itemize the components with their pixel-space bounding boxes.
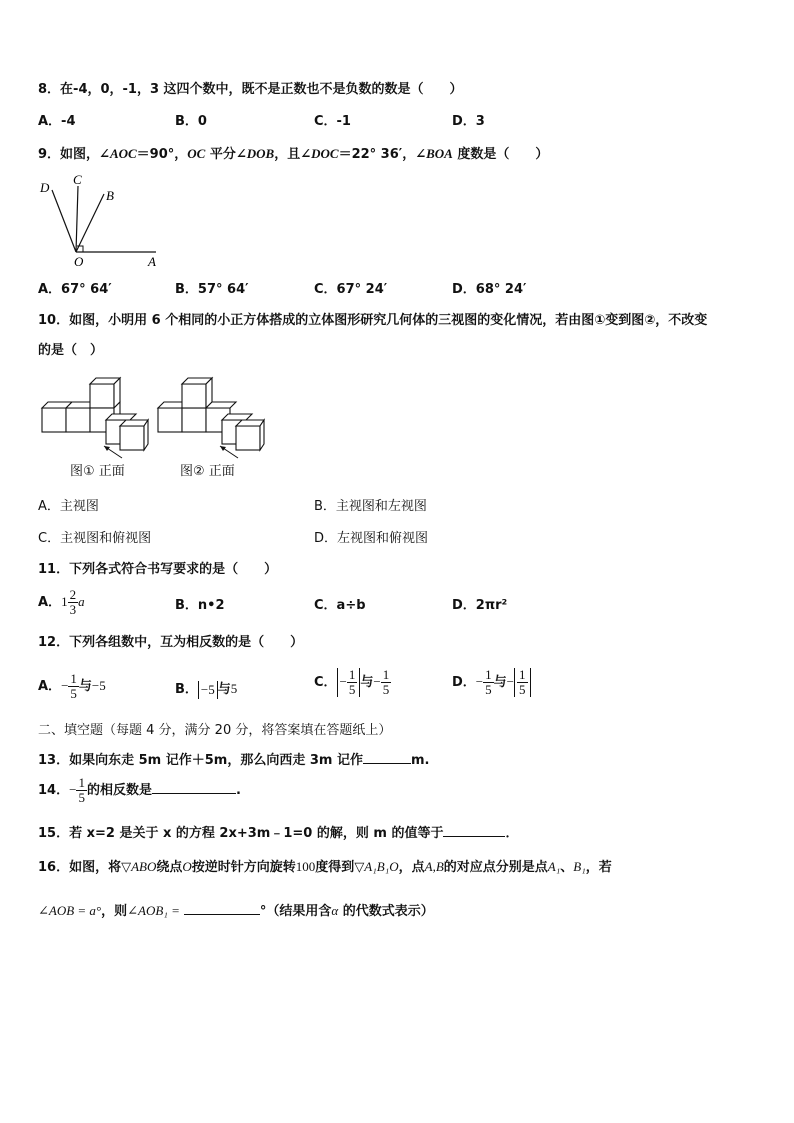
q11-option-c: C．a÷b: [314, 598, 366, 613]
q9-stem: 9．如图，∠AOC＝90°，OC 平分∠DOB，且∠DOC＝22° 36′，∠BOA 度数是（ ）: [38, 146, 549, 162]
q10-option-a: A．主视图: [38, 499, 99, 514]
q9-label-c: C: [73, 172, 82, 187]
q12-option-a: A．− $\frac{1}{5}$ 与−5: [38, 671, 106, 701]
q9-option-a: A．67° 64′: [38, 282, 112, 297]
q14-answer-blank: [152, 779, 236, 794]
q8-stem: 8．在-4，0，-1，3 这四个数中，既不是正数也不是负数的数是（ ）: [38, 82, 463, 97]
q9-label-a: A: [148, 254, 156, 268]
q14-stem: 14．− $\frac{1}{5}$ 的相反数是 .: [38, 775, 241, 805]
q8-option-a: A．-4: [38, 114, 76, 129]
q9-option-d: D．68° 24′: [452, 282, 527, 297]
q10-figure-1: [40, 376, 150, 460]
q9-label-b: B: [106, 188, 114, 203]
q10-option-b: B．主视图和左视图: [314, 499, 427, 514]
q16-line-1: 16．如图，将▽ABO绕点O按逆时针方向旋转100度得到▽A₁B₁O，点A,B的对应点分别是点A₁、B₁，若: [38, 859, 612, 875]
q12-option-d: D．− $\frac{1}{5}$ 与− $\frac{1}{5}$: [452, 668, 531, 697]
q12-stem: 12．下列各组数中，互为相反数的是（ ）: [38, 635, 304, 650]
q16-answer-blank: [184, 900, 260, 915]
q13-stem: 13．如果向东走 5m 记作＋5m，那么向西走 3m 记作 m.: [38, 749, 429, 770]
q11-stem: 11．下列各式符合书写要求的是（ ）: [38, 562, 278, 577]
q8-option-b: B．0: [175, 114, 207, 129]
q10-caption-1: 图① 正面: [70, 464, 125, 479]
q10-stem-line1: 10．如图，小明用 6 个相同的小正方体搭成的立体图形研究几何体的三视图的变化情况，若由图①变到图②，不改变: [38, 313, 708, 328]
q10-caption-2: 图② 正面: [180, 464, 235, 479]
q10-stem-line2: 的是（ ）: [38, 343, 104, 358]
q9-label-d: D: [40, 180, 50, 195]
q9-label-o: O: [74, 254, 84, 268]
q11-option-a: A．1 $\frac{2}{3}$ a: [38, 587, 85, 617]
q16-line-2: ∠AOB = a°，则∠AOB₁ = °（结果用含α 的代数式表示）: [38, 900, 434, 921]
q15-stem: 15．若 x=2 是关于 x 的方程 2x+3m﹣1=0 的解，则 m 的值等于 ．: [38, 822, 518, 843]
q10-option-d: D．左视图和俯视图: [314, 531, 429, 546]
q11-option-b: B．n•2: [175, 598, 225, 613]
q9-option-b: B．57° 64′: [175, 282, 249, 297]
q8-option-d: D．3: [452, 114, 485, 129]
q9-angle-figure: [36, 172, 166, 268]
q15-answer-blank: [443, 822, 505, 837]
section-2-heading: 二、填空题（每题 4 分，满分 20 分，将答案填在答题纸上）: [38, 723, 392, 738]
q11-option-d: D．2πr²: [452, 598, 508, 613]
q12-option-c: C． − $\frac{1}{5}$ 与− $\frac{1}{5}$: [314, 667, 390, 697]
q10-figure-2: [156, 376, 266, 460]
q9-option-c: C．67° 24′: [314, 282, 388, 297]
q10-option-c: C．主视图和俯视图: [38, 531, 152, 546]
q13-answer-blank: [363, 749, 411, 764]
q8-option-c: C．-1: [314, 114, 351, 129]
q12-option-b: B． −5 与5: [175, 681, 238, 697]
